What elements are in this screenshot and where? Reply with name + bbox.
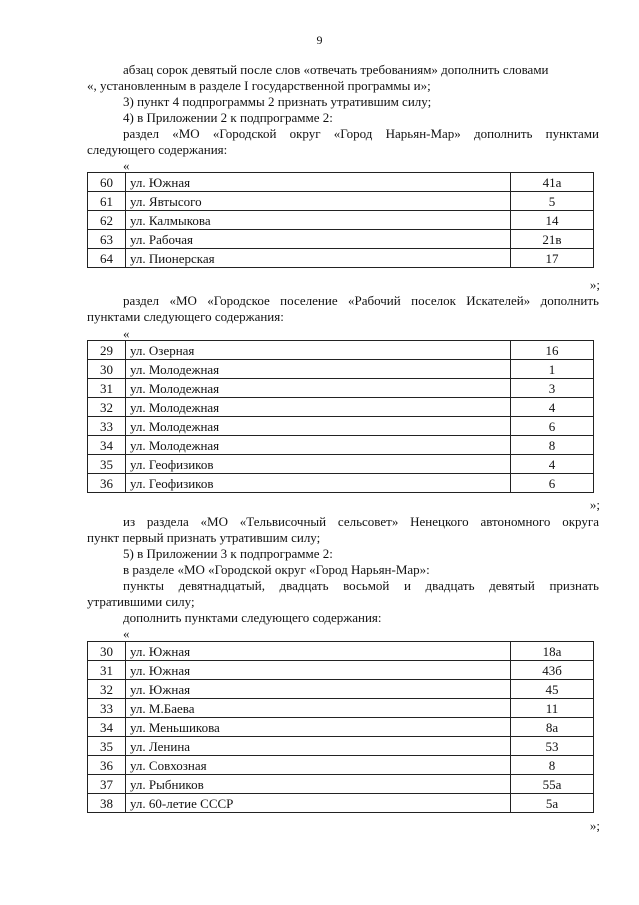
table-row [88,417,594,436]
table-row [88,230,594,249]
table-naryan-mar-appendix3 [87,641,594,813]
row-number: 36 [88,474,126,493]
row-number: 36 [88,756,126,775]
paragraph-10: дополнить пунктами следующего содержания: [123,610,382,625]
street-name: ул. Геофизиков [126,474,511,493]
street-name: ул. Молодежная [126,417,511,436]
table-row [88,642,594,661]
street-name: ул. Рабочая [126,230,511,249]
house-number: 45 [511,680,594,699]
house-number: 21в [511,230,594,249]
table-row [88,661,594,680]
house-number: 17 [511,249,594,268]
table-row [88,436,594,455]
row-number: 37 [88,775,126,794]
row-number: 32 [88,398,126,417]
table-row [88,398,594,417]
row-number: 32 [88,680,126,699]
table-row [88,718,594,737]
paragraph-1-line-1: абзац сорок девятый после слов «отвечать требованиям» дополнить словами [123,62,549,77]
street-name: ул. Молодежная [126,398,511,417]
table-row [88,474,594,493]
table-iskateley-additions [87,340,594,493]
table-row [88,360,594,379]
street-name: ул. Молодежная [126,436,511,455]
paragraph-4-line-1: раздел «МО «Городской округ «Город Нарьян-Мар» дополнить пунктами [123,126,599,141]
row-number: 31 [88,379,126,398]
paragraph-8: в разделе «МО «Городской округ «Город Нарьян-Мар»: [123,562,430,577]
street-name: ул. Пионерская [126,249,511,268]
paragraph-4-line-2: следующего содержания: [87,142,228,157]
paragraph-2: 3) пункт 4 подпрограммы 2 признать утратившим силу; [123,94,432,109]
close-quote-2: »; [589,497,600,512]
paragraph-5-line-1: раздел «МО «Городское поселение «Рабочий поселок Искателей» дополнить [123,293,599,308]
row-number: 60 [88,173,126,192]
house-number: 6 [511,417,594,436]
row-number: 64 [88,249,126,268]
paragraph-1-line-2: «, установленным в разделе I государственной программы и»; [87,78,431,93]
house-number: 41а [511,173,594,192]
house-number: 14 [511,211,594,230]
paragraph-9-line-2: утратившими силу; [87,594,195,609]
house-number: 4 [511,455,594,474]
street-name: ул. Ленина [126,737,511,756]
street-name: ул. Озерная [126,341,511,360]
table-row [88,680,594,699]
table-row [88,173,594,192]
house-number: 18а [511,642,594,661]
table-row [88,455,594,474]
house-number: 55а [511,775,594,794]
house-number: 5 [511,192,594,211]
house-number: 4 [511,398,594,417]
table-row [88,756,594,775]
table-naryan-mar-additions [87,172,594,268]
street-name: ул. М.Баева [126,699,511,718]
row-number: 30 [88,360,126,379]
paragraph-3: 4) в Приложении 2 к подпрограмме 2: [123,110,333,125]
paragraph-6-line-2: пункт первый признать утратившим силу; [87,530,321,545]
house-number: 43б [511,661,594,680]
street-name: ул. Явтысого [126,192,511,211]
row-number: 33 [88,417,126,436]
street-name: ул. Геофизиков [126,455,511,474]
row-number: 61 [88,192,126,211]
house-number: 8а [511,718,594,737]
street-name: ул. Меньшикова [126,718,511,737]
row-number: 34 [88,436,126,455]
street-name: ул. Южная [126,661,511,680]
paragraph-6-line-1: из раздела «МО «Тельвисочный сельсовет» Ненецкого автономного округа [123,514,599,529]
paragraph-9-line-1: пункты девятнадцатый, двадцать восьмой и двадцать девятый признать [123,578,599,593]
table-row [88,249,594,268]
table-row [88,192,594,211]
street-name: ул. Рыбников [126,775,511,794]
street-name: ул. Южная [126,680,511,699]
house-number: 8 [511,436,594,455]
street-name: ул. Молодежная [126,360,511,379]
row-number: 38 [88,794,126,813]
close-quote-3: »; [589,818,600,833]
street-name: ул. Калмыкова [126,211,511,230]
row-number: 30 [88,642,126,661]
open-quote-1: « [123,158,130,173]
street-name: ул. Южная [126,642,511,661]
table-row [88,737,594,756]
house-number: 16 [511,341,594,360]
table-row [88,341,594,360]
row-number: 62 [88,211,126,230]
row-number: 35 [88,737,126,756]
house-number: 11 [511,699,594,718]
close-quote-1: »; [589,277,600,292]
house-number: 5а [511,794,594,813]
paragraph-5-line-2: пунктами следующего содержания: [87,309,284,324]
table-row [88,775,594,794]
street-name: ул. Совхозная [126,756,511,775]
row-number: 31 [88,661,126,680]
table-row [88,794,594,813]
table-row [88,379,594,398]
table-row [88,699,594,718]
open-quote-2: « [123,326,130,341]
open-quote-3: « [123,626,130,641]
house-number: 8 [511,756,594,775]
house-number: 6 [511,474,594,493]
house-number: 1 [511,360,594,379]
row-number: 34 [88,718,126,737]
page-number: 9 [316,33,323,47]
house-number: 3 [511,379,594,398]
street-name: ул. 60-летие СССР [126,794,511,813]
paragraph-7: 5) в Приложении 3 к подпрограмме 2: [123,546,333,561]
street-name: ул. Южная [126,173,511,192]
row-number: 29 [88,341,126,360]
table-row [88,211,594,230]
row-number: 35 [88,455,126,474]
row-number: 63 [88,230,126,249]
row-number: 33 [88,699,126,718]
house-number: 53 [511,737,594,756]
street-name: ул. Молодежная [126,379,511,398]
